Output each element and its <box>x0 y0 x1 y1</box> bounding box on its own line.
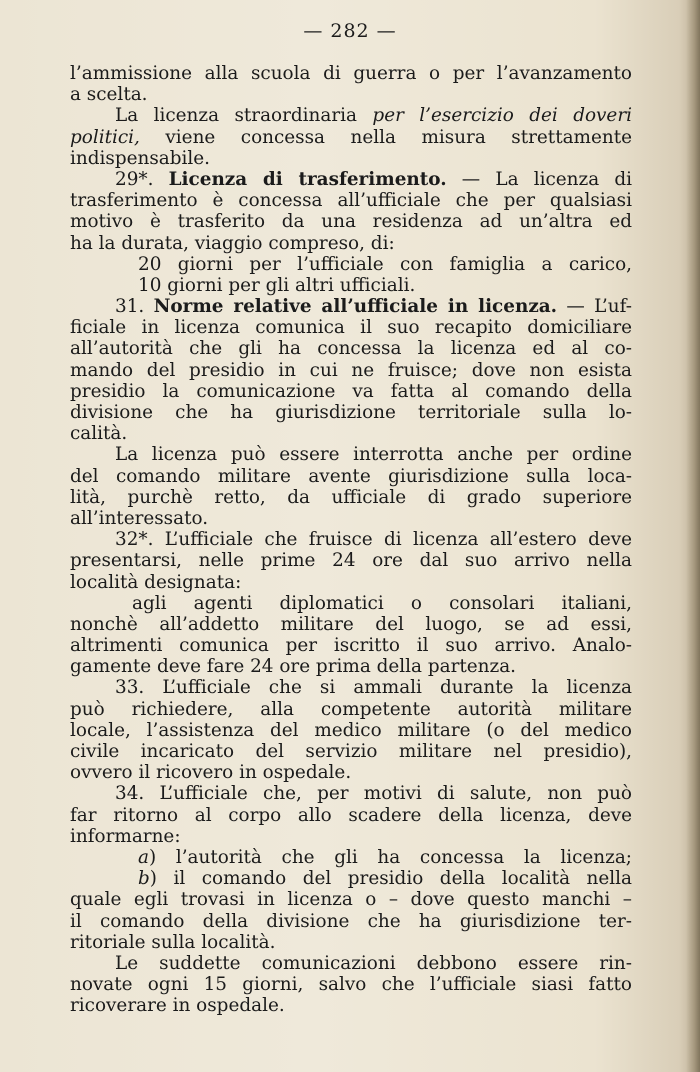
text-line <box>70 423 632 444</box>
text-line <box>70 677 632 698</box>
text-run: civile incaricato del servizio militare nel presidio), <box>70 741 632 762</box>
text-run: — La licenza di <box>446 168 632 190</box>
text-run: quale egli trovasi in licenza o – dove questo manchi – <box>70 889 632 911</box>
text-line <box>70 932 632 953</box>
text-line <box>70 233 632 254</box>
text-line <box>70 148 632 169</box>
text-line <box>70 127 632 148</box>
text-run: La licenza straordinaria <box>115 105 373 127</box>
text-run: all’autorità che gli ha concessa la licenza ed al co- <box>70 338 632 360</box>
text-run: 20 giorni per l’ufficiale con famiglia a carico, <box>138 253 632 275</box>
text-run: ritoriale sulla località. <box>70 931 276 953</box>
text-line <box>70 889 632 910</box>
text-line <box>70 402 632 423</box>
text-run: La licenza può essere interrotta anche per ordine <box>115 444 632 466</box>
text-run: 32*. L’ufficiale che fruisce di licenza all’estero deve <box>115 529 632 551</box>
text-run: presidio la comunicazione va fatta al comando della <box>70 380 632 402</box>
text-run: ) l’autorità che gli ha concessa la licenza; <box>148 846 632 868</box>
text-line <box>70 572 632 593</box>
text-line <box>70 338 632 359</box>
text-line <box>70 529 632 550</box>
text-line <box>70 635 632 656</box>
text-run: gamente deve fare 24 ore prima della partenza. <box>70 656 516 678</box>
text-line <box>70 63 632 84</box>
text-run: ovvero il ricovero in ospedale. <box>70 762 352 784</box>
text-line <box>70 211 632 232</box>
text-run: località designata: <box>70 571 242 593</box>
text-run: altrimenti comunica per iscritto il suo arrivo. Analo- <box>70 635 632 657</box>
text-line <box>70 847 632 868</box>
text-run: trasferimento è concessa all’ufficiale che per qualsiasi <box>70 190 632 212</box>
text-run: Norme relative all’ufficiale in licenza. <box>153 296 558 318</box>
text-line <box>70 805 632 826</box>
text-line <box>70 550 632 571</box>
text-line <box>70 783 632 804</box>
text-run: 29*. <box>115 168 169 190</box>
text-line <box>70 381 632 402</box>
text-line <box>70 254 632 275</box>
text-run: per l’esercizio dei doveri <box>372 105 632 127</box>
text-run: Licenza di trasferimento. <box>168 168 447 190</box>
text-line <box>70 593 632 614</box>
text-run: politici, <box>70 126 140 148</box>
text-run: 33. L’ufficiale che si ammali durante la licenza <box>115 677 632 699</box>
text-run: nonchè all’addetto militare del luogo, se ad essi, <box>70 613 632 635</box>
text-run: 31. <box>115 296 154 318</box>
text-run: a <box>138 846 149 868</box>
page-body-text <box>70 63 632 1016</box>
text-run: ricoverare in ospedale. <box>70 995 285 1017</box>
text-run: può richiedere, alla competente autorità militare <box>70 698 632 720</box>
text-line <box>70 762 632 783</box>
text-line <box>70 868 632 889</box>
text-run: agli agenti diplomatici o consolari italiani, <box>132 592 632 614</box>
text-line <box>70 487 632 508</box>
text-line <box>70 699 632 720</box>
text-run: — L’uf- <box>557 296 632 318</box>
text-run: novate ogni 15 giorni, salvo che l’ufficiale siasi fatto <box>70 974 632 996</box>
text-line <box>70 741 632 762</box>
text-run: lità, purchè retto, da ufficiale di grado superiore <box>70 486 632 508</box>
text-run: motivo è trasferito da una residenza ad un’altra ed <box>70 211 632 233</box>
text-line <box>70 911 632 932</box>
text-run: b <box>138 868 150 890</box>
text-run: all’interessato. <box>70 507 209 529</box>
text-run: ficiale in licenza comunica il suo recapito domiciliare <box>70 317 632 339</box>
text-run: far ritorno al corpo allo scadere della licenza, deve <box>70 804 632 826</box>
text-run: ) il comando del presidio della località nella <box>149 868 632 890</box>
text-run: 34. L’ufficiale che, per motivi di salute, non può <box>115 783 632 805</box>
text-run: viene concessa nella misura strettamente <box>139 126 632 148</box>
text-run: divisione che ha giurisdizione territoriale sulla lo- <box>70 402 632 423</box>
text-line <box>70 826 632 847</box>
text-line <box>70 466 632 487</box>
text-line <box>70 105 632 126</box>
text-run: indispensabile. <box>70 147 210 169</box>
text-run: a scelta. <box>70 84 148 106</box>
text-line <box>70 84 632 105</box>
text-run: presentarsi, nelle prime 24 ore dal suo arrivo nella <box>70 550 632 572</box>
text-line <box>70 296 632 317</box>
text-line <box>70 720 632 741</box>
text-line <box>70 953 632 974</box>
text-run: locale, l’assistenza del medico militare (o del medico <box>70 719 632 741</box>
text-line <box>70 444 632 465</box>
page-edge-shadow <box>686 0 700 1072</box>
text-run: calità. <box>70 423 128 445</box>
text-line <box>70 974 632 995</box>
text-run: il comando della divisione che ha giurisdizione ter- <box>70 910 632 932</box>
text-line <box>70 995 632 1016</box>
text-run: mando del presidio in cui ne fruisce; dove non esista <box>70 359 632 381</box>
text-run: 10 giorni per gli altri ufficiali. <box>138 274 416 296</box>
text-line <box>70 169 632 190</box>
page-number: — 282 — <box>303 20 397 42</box>
text-line <box>70 656 632 677</box>
text-line <box>70 190 632 211</box>
text-run: Le suddette comunicazioni debbono essere rin- <box>115 952 632 974</box>
text-run: informarne: <box>70 825 181 847</box>
text-line <box>70 360 632 381</box>
text-run: l’ammissione alla scuola di guerra o per l’avanzamento <box>70 63 632 84</box>
text-line <box>70 275 632 296</box>
text-run: ha la durata, viaggio compreso, di: <box>70 232 395 254</box>
text-line <box>70 614 632 635</box>
text-line <box>70 317 632 338</box>
text-run: del comando militare avente giurisdizione sulla loca- <box>70 465 632 487</box>
text-line <box>70 508 632 529</box>
